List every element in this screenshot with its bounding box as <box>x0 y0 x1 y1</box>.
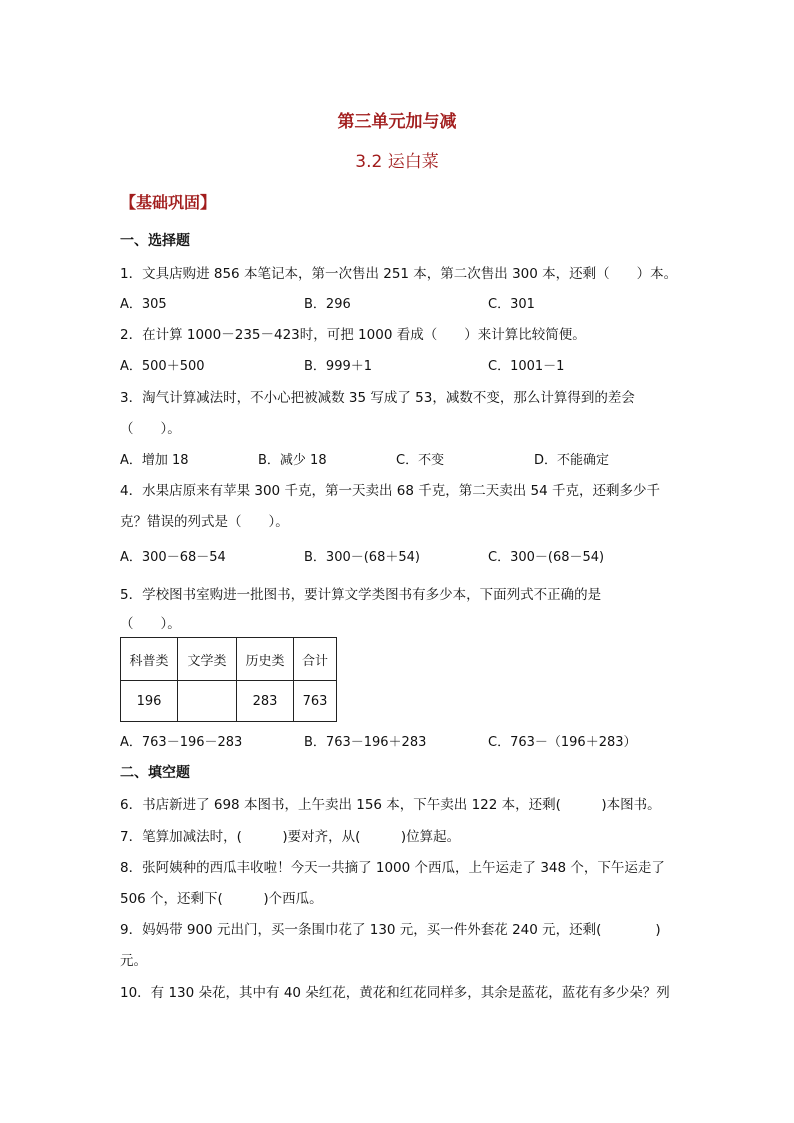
q3-option-b: B．减少 18 <box>258 453 327 468</box>
section-tag: 【基础巩固】 <box>120 193 217 212</box>
q1-option-a: A．305 <box>120 297 167 312</box>
table-header-cell: 合计 <box>294 638 337 681</box>
q2-option-b: B．999＋1 <box>304 359 373 374</box>
question-4-line1: 4．水果店原来有苹果 300 千克，第一天卖出 68 千克，第二天卖出 54 千克，还剩多少千 <box>120 483 660 499</box>
book-category-table <box>120 637 337 722</box>
q1-option-b: B．296 <box>304 297 351 312</box>
q3-option-d: D．不能确定 <box>534 453 610 468</box>
table-cell: 763 <box>294 681 337 722</box>
question-9-line1: 9．妈妈带 900 元出门，买一条围巾花了 130 元，买一件外套花 240 元，还剩( ) <box>120 922 661 938</box>
unit-title: 第三单元加与减 <box>337 112 457 132</box>
table-header-cell: 文学类 <box>178 638 237 681</box>
part2-title: 二、填空题 <box>120 765 190 781</box>
q5-option-b: B．763－196＋283 <box>304 735 427 750</box>
question-9-line2: 元。 <box>120 953 147 969</box>
question-4-line2: 克？错误的列式是（ ）。 <box>120 514 289 530</box>
q4-option-a: A．300－68－54 <box>120 550 226 565</box>
question-8-line2: 506 个，还剩下( )个西瓜。 <box>120 891 323 907</box>
table-header-row <box>121 638 337 681</box>
question-7: 7．笔算加减法时，( )要对齐，从( )位算起。 <box>120 829 461 845</box>
q5-option-c: C．763－（196＋283） <box>488 735 637 750</box>
q3-option-a: A．增加 18 <box>120 453 189 468</box>
question-2: 2．在计算 1000－235－423时，可把 1000 看成（ ）来计算比较简便。 <box>120 327 586 343</box>
question-3-line1: 3．淘气计算减法时，不小心把被减数 35 写成了 53，减数不变，那么计算得到的差会 <box>120 390 635 406</box>
question-10: 10．有 130 朵花，其中有 40 朵红花，黄花和红花同样多，其余是蓝花，蓝花有多少朵？列 <box>120 985 670 1001</box>
q4-option-b: B．300－(68＋54) <box>304 550 420 565</box>
lesson-title: 3.2 运白菜 <box>355 152 439 172</box>
table-cell: 196 <box>121 681 178 722</box>
question-8-line1: 8．张阿姨种的西瓜丰收啦！今天一共摘了 1000 个西瓜，上午运走了 348 个，下午运走了 <box>120 860 665 876</box>
table-header-cell: 科普类 <box>121 638 178 681</box>
q2-option-c: C．1001－1 <box>488 359 565 374</box>
q5-option-a: A．763－196－283 <box>120 735 243 750</box>
q2-option-a: A．500＋500 <box>120 359 205 374</box>
question-5-line1: 5．学校图书室购进一批图书，要计算文学类图书有多少本，下面列式不正确的是 <box>120 587 602 603</box>
q3-option-c: C．不变 <box>396 453 445 468</box>
question-3-line2: （ ）。 <box>120 421 181 437</box>
table-cell <box>178 681 237 722</box>
question-1: 1．文具店购进 856 本笔记本，第一次售出 251 本，第二次售出 300 本，还剩（ ）本。 <box>120 266 678 282</box>
table-header-cell: 历史类 <box>237 638 294 681</box>
part1-title: 一、选择题 <box>120 233 190 249</box>
q4-option-c: C．300－(68－54) <box>488 550 605 565</box>
q1-option-c: C．301 <box>488 297 535 312</box>
question-6: 6．书店新进了 698 本图书，上午卖出 156 本，下午卖出 122 本，还剩( )本图书。 <box>120 797 661 813</box>
table-row <box>121 681 337 722</box>
question-5-line2: （ ）。 <box>120 616 181 632</box>
table-cell: 283 <box>237 681 294 722</box>
